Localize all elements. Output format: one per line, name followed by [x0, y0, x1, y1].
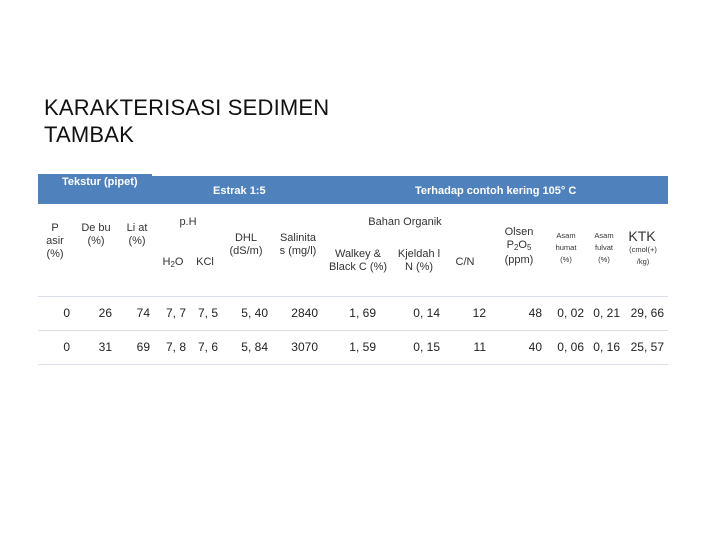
header-terhadap: Terhadap contoh kering 105° C — [415, 185, 577, 197]
column-header-olsen — [494, 226, 544, 267]
olsen-text: Olsen P — [504, 226, 534, 251]
table-cell: 74 — [136, 306, 150, 320]
column-header-pasir: P asir (%) — [46, 222, 64, 260]
h2o-text: H — [162, 256, 171, 268]
column-header-h2o — [158, 256, 188, 271]
column-header-salinitas: Salinita s (mg/l) — [279, 232, 317, 257]
column-header-kcl: KCl — [196, 256, 214, 268]
table-cell: 7, 6 — [197, 340, 218, 354]
olsen-subscript-2: 5 — [526, 243, 532, 252]
table-cell: 1, 69 — [349, 306, 376, 320]
table-cell: 25, 57 — [630, 340, 664, 354]
column-header-humat: Asam humat (%) — [555, 231, 577, 264]
column-header-ktk-unit: (cmol(+) /kg) — [629, 245, 657, 266]
column-header-dhl: DHL (dS/m) — [229, 232, 263, 257]
table-cell: 0, 15 — [413, 340, 440, 354]
table-cell: 29, 66 — [630, 306, 664, 320]
h2o-tail: O — [174, 256, 184, 268]
olsen-o: O — [518, 239, 527, 251]
table-cell: 5, 84 — [241, 340, 268, 354]
column-header-ktk: KTK — [628, 228, 656, 244]
table-cell: 31 — [98, 340, 112, 354]
table-cell: 26 — [98, 306, 112, 320]
olsen-subscript-1: 2 — [513, 243, 519, 252]
table-cell: 0, 06 — [557, 340, 584, 354]
group-label-bahan-organik: Bahan Organik — [368, 216, 442, 228]
slide-title: KARAKTERISASI SEDIMEN TAMBAK — [44, 95, 330, 147]
table-cell: 12 — [472, 306, 486, 320]
group-label-ph: p.H — [179, 216, 197, 228]
column-header-liat: Li at (%) — [126, 222, 148, 247]
table-cell: 11 — [473, 340, 486, 354]
column-header-walkey: Walkey & Black C (%) — [328, 248, 388, 273]
table-cell: 48 — [528, 306, 542, 320]
table-cell: 7, 7 — [165, 306, 186, 320]
column-header-fulvat: Asam fulvat (%) — [594, 231, 614, 264]
table-cell: 0, 16 — [593, 340, 620, 354]
row-divider — [38, 364, 668, 365]
table-cell: 0, 14 — [413, 306, 440, 320]
table-cell: 7, 8 — [165, 340, 186, 354]
olsen-unit: (ppm) — [504, 254, 534, 266]
table-cell: 40 — [528, 340, 542, 354]
row-divider — [38, 330, 668, 331]
table-cell: 5, 40 — [241, 306, 268, 320]
table-cell: 3070 — [291, 340, 318, 354]
table-cell: 69 — [136, 340, 150, 354]
table-cell: 7, 5 — [197, 306, 218, 320]
table-cell: 0 — [63, 306, 70, 320]
header-tekstur: Tekstur (pipet) — [62, 176, 138, 188]
header-ekstrak: Estrak 1:5 — [213, 185, 266, 197]
table-cell: 0, 21 — [593, 306, 620, 320]
table-cell: 0, 02 — [557, 306, 584, 320]
column-header-cn: C/N — [455, 256, 475, 268]
h2o-subscript: 2 — [170, 260, 175, 269]
column-header-kjeldah: Kjeldah l N (%) — [397, 248, 441, 273]
column-header-debu: De bu (%) — [81, 222, 111, 247]
table-cell: 1, 59 — [349, 340, 376, 354]
table-cell: 2840 — [291, 306, 318, 320]
table-cell: 0 — [63, 340, 70, 354]
row-divider — [38, 296, 668, 297]
